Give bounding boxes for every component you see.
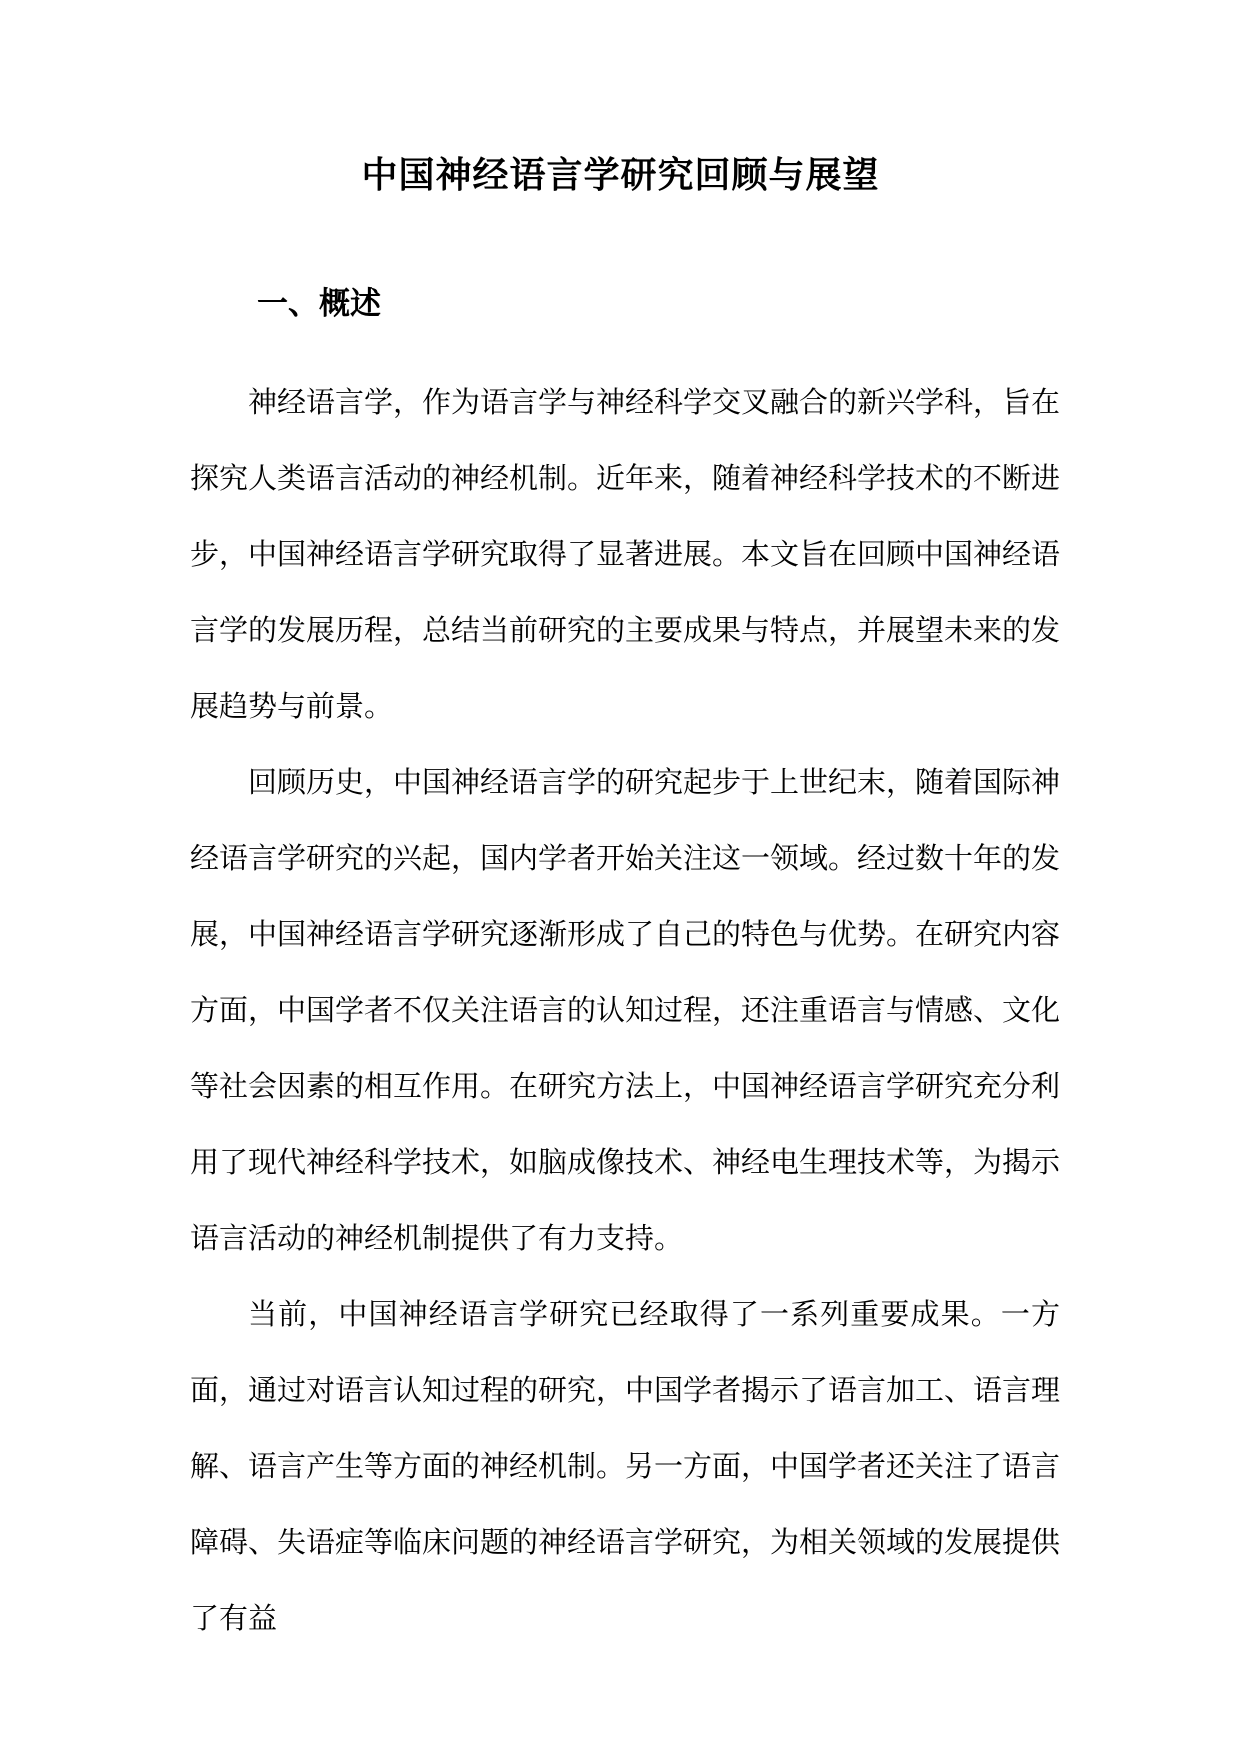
document-title: 中国神经语言学研究回顾与展望	[361, 154, 880, 196]
paragraph: 回顾历史，中国神经语言学的研究起步于上世纪末，随着国际神经语言学研究的兴起，国内学者开始关注这一领域。经过数十年的发展，中国神经语言学研究逐渐形成了自己的特色与优势。在研究内容方面，中国学者不仅关注语言的认知过程，还注重语言与情感、文化等社会因素的相互作用。在研究方法上，中国神经语言学研究充分利用了现代神经科学技术，如脑成像技术、神经电生理技术等，为揭示语言活动的神经机制提供了有力支持。	[190, 765, 1061, 1255]
document-body	[190, 364, 1060, 1656]
paragraph: 神经语言学，作为语言学与神经科学交叉融合的新兴学科，旨在探究人类语言活动的神经机制。近年来，随着神经科学技术的不断进步，中国神经语言学研究取得了显著进展。本文旨在回顾中国神经语言学的发展历程，总结当前研究的主要成果与特点，并展望未来的发展趋势与前景。	[190, 385, 1061, 723]
paragraph: 当前，中国神经语言学研究已经取得了一系列重要成果。一方面，通过对语言认知过程的研究，中国学者揭示了语言加工、语言理解、语言产生等方面的神经机制。另一方面，中国学者还关注了语言障碍、失语症等临床问题的神经语言学研究，为相关领域的发展提供了有益	[190, 1297, 1061, 1635]
section-heading: 一、概述	[257, 286, 381, 322]
